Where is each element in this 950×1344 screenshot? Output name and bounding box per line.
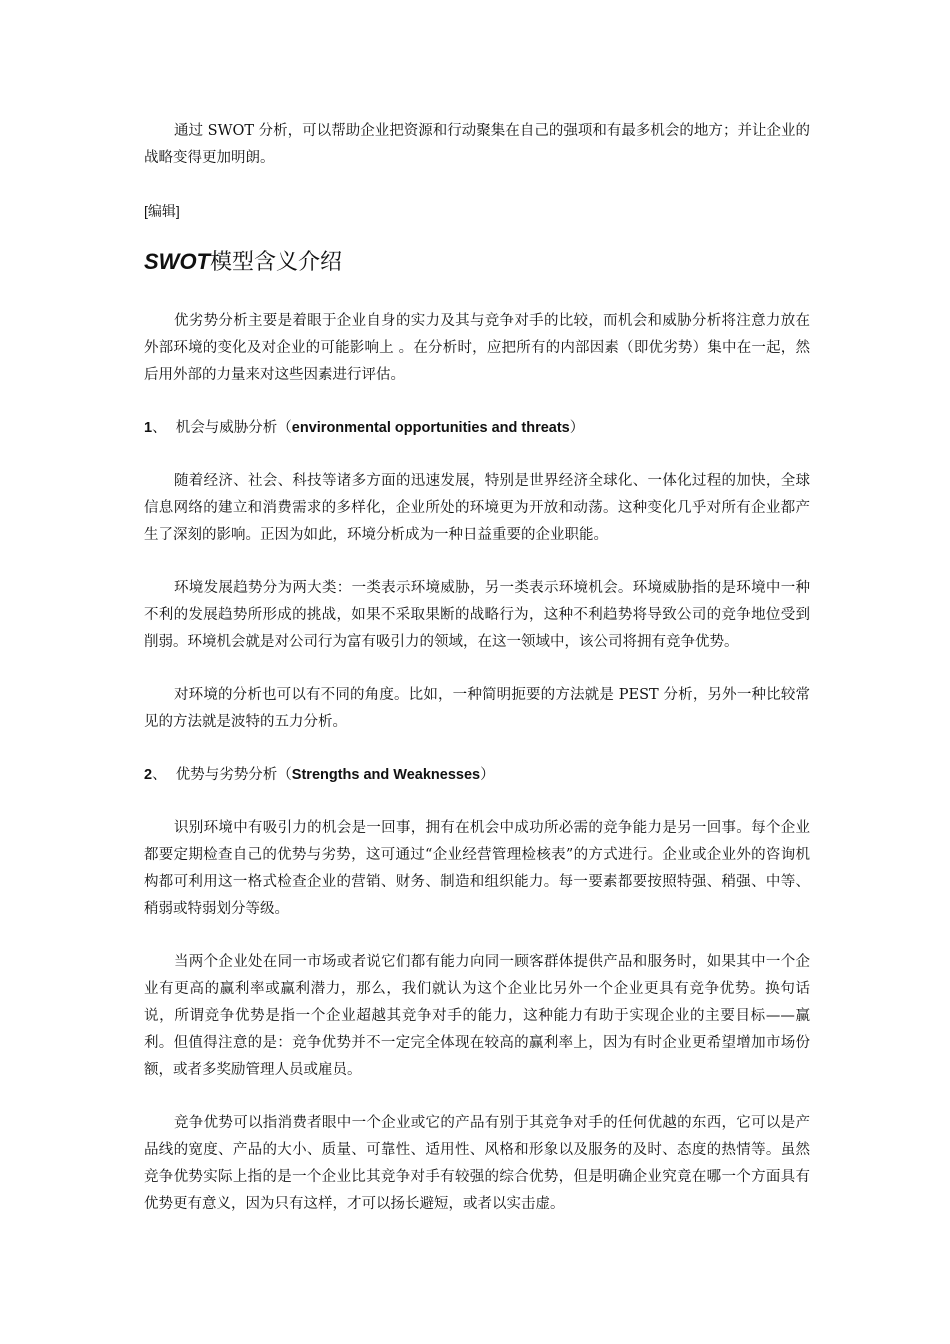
section2-heading xyxy=(144,762,810,789)
section-heading xyxy=(144,245,810,280)
section1-number: 1 xyxy=(144,420,153,436)
section1-paragraph-2: 环境发展趋势分为两大类：一类表示环境威胁，另一类表示环境机会。环境威胁指的是环境中一种不利的发展趋势所形成的挑战，如果不采取果断的战略行为，这种不利趋势将导致公司的竞争地位受到削弱。环境机会就是对公司行为富有吸引力的领域，在这一领域中，该公司将拥有竞争优势。 xyxy=(144,580,810,650)
section1-title-zh: 机会与威胁分析（ xyxy=(175,420,292,436)
section2-number: 2 xyxy=(144,767,153,783)
section2-paragraph-3: 竞争优势可以指消费者眼中一个企业或它的产品有别于其竞争对手的任何优越的东西，它可以是产品线的宽度、产品的大小、质量、可靠性、适用性、风格和形象以及服务的及时、态度的热情等。虽然竞争优势实际上指的是一个企业比其竞争对手有较强的综合优势，但是明确企业究竟在哪一个方面具有优势更有意义，因为只有这样，才可以扬长避短，或者以实击虚。 xyxy=(144,1115,810,1212)
heading-title: 模型含义介绍 xyxy=(210,250,343,275)
section2-sep: 、 xyxy=(152,767,167,783)
overview-paragraph: 优劣势分析主要是着眼于企业自身的实力及其与竞争对手的比较，而机会和威胁分析将注意力放在外部环境的变化及对企业的可能影响上 。在分析时，应把所有的内部因素（即优劣势）集中在一起，然后用外部的力量来对这些因素进行评估。 xyxy=(144,313,810,383)
heading-swot: SWOT xyxy=(144,249,210,274)
edit-link[interactable]: [编辑] xyxy=(144,203,180,219)
section2-title-zh: 优势与劣势分析（ xyxy=(175,767,292,783)
section2-paragraph-1: 识别环境中有吸引力的机会是一回事，拥有在机会中成功所必需的竞争能力是另一回事。每个企业都要定期检查自己的优势与劣势，这可通过“企业经营管理检核表”的方式进行。企业或企业外的咨询机构都可利用这一格式检查企业的营销、财务、制造和组织能力。每一要素都要按照特强、稍强、中等、稍弱或特弱划分等级。 xyxy=(144,820,810,917)
section1-title-end: ） xyxy=(569,420,585,436)
section2-title-en: Strengths and Weaknesses xyxy=(291,767,481,783)
section1-heading xyxy=(144,415,810,442)
section1-paragraph-3: 对环境的分析也可以有不同的角度。比如，一种简明扼要的方法就是 PEST 分析，另外一种比较常见的方法就是波特的五力分析。 xyxy=(144,687,810,730)
section2-paragraph-2: 当两个企业处在同一市场或者说它们都有能力向同一顾客群体提供产品和服务时，如果其中一个企业有更高的赢利率或赢利潜力，那么，我们就认为这个企业比另外一个企业更具有竞争优势。换句话说，所谓竞争优势是指一个企业超越其竞争对手的能力，这种能力有助于实现企业的主要目标——赢利。但值得注意的是：竞争优势并不一定完全体现在较高的赢利率上，因为有时企业更希望增加市场份额，或者多奖励管理人员或雇员。 xyxy=(144,954,810,1078)
section1-title-en: environmental opportunities and threats xyxy=(291,420,570,436)
section1-paragraph-1: 随着经济、社会、科技等诸多方面的迅速发展，特别是世界经济全球化、一体化过程的加快，全球信息网络的建立和消费需求的多样化，企业所处的环境更为开放和动荡。这种变化几乎对所有企业都产生了深刻的影响。正因为如此，环境分析成为一种日益重要的企业职能。 xyxy=(144,473,810,543)
section2-title-end: ） xyxy=(480,767,495,783)
section1-sep: 、 xyxy=(152,420,167,436)
document-page xyxy=(144,118,810,1218)
intro-paragraph: 通过 SWOT 分析，可以帮助企业把资源和行动聚集在自己的强项和有最多机会的地方；并让企业的战略变得更加明朗。 xyxy=(144,123,810,166)
